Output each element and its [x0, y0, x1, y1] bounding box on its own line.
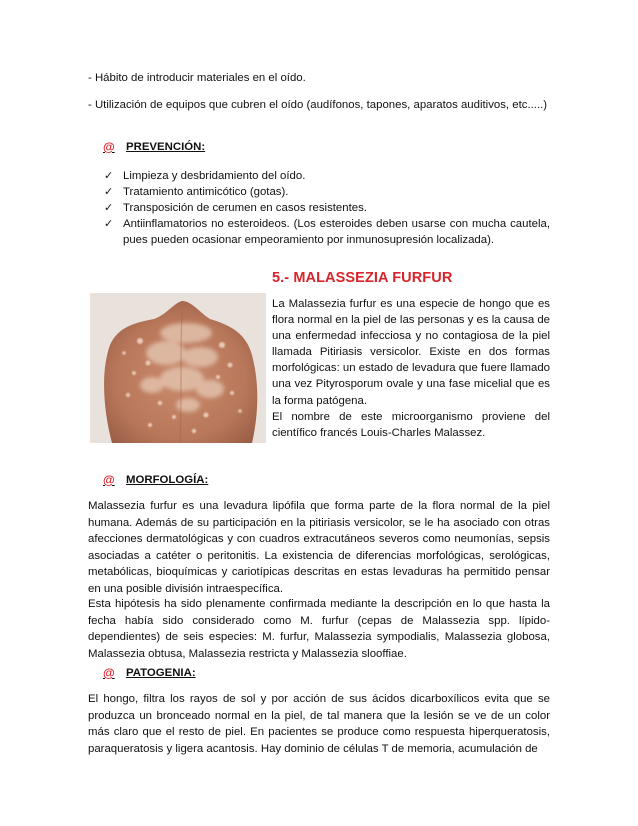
prevencion-list — [104, 168, 550, 248]
list-item — [104, 184, 550, 200]
list-item — [104, 200, 550, 216]
section-paragraph-2: El nombre de este microorganismo proviene del científico francés Louis-Charles Malassez. — [272, 410, 550, 439]
patogenia-heading-text: PATOGENIA: — [126, 667, 196, 679]
check-mark-icon: ✓ — [104, 218, 114, 230]
list-item-text: Antiinflamatorios no esteroideos. (Los esteroides deben usarse con mucha cautela, pues pueden ocasionar empeoramiento por inmunosupresión localizada). — [123, 218, 550, 246]
section-title: 5.- MALASSEZIA FURFUR — [272, 270, 453, 286]
back-skin-illustration — [90, 293, 266, 443]
list-item-text: Limpieza y desbridamiento del oído. — [123, 170, 306, 182]
intro-line-2: - Utilización de equipos que cubren el oído (audífonos, tapones, aparatos auditivos, etc.....) — [88, 99, 548, 111]
check-mark-icon: ✓ — [104, 186, 114, 198]
check-mark-icon: ✓ — [104, 170, 114, 182]
morfologia-paragraph-2: Esta hipótesis ha sido plenamente confirmada mediante la descripción en lo que hasta la fecha había sido considerado como M. furfur (cepas de Malassezia spp. lípido-dependientes) de seis especies: M. furfur, Malassezia sympodialis, Malassezia globosa, Malassezia obtusa, Malassezia restricta y Malassezia slooffiae. — [88, 598, 550, 660]
check-mark-icon: ✓ — [104, 202, 114, 214]
section-paragraph-1: La Malassezia furfur es una especie de hongo que es flora normal en la piel de las personas y es la causa de una enfermedad infecciosa y no contagiosa de la piel llamada Pitiriasis versicolor. Existe en dos formas morfológicas: un estado de levadura que fuere llamado una vez Pityrosporum ovale y una fase micelial que es la forma patógena. — [272, 298, 550, 407]
list-item — [104, 168, 550, 184]
patogenia-paragraph-1: El hongo, filtra los rayos de sol y por acción de sus ácidos dicarboxílicos evita que se produzca un bronceado normal en la piel, de tal manera que la lesión se ve de un color más claro que el resto de piel. En pacientes se produce como respuesta hiperqueratosis, paraqueratosis y ligera acantosis. Hay dominio de células T de memoria, acumulación de — [88, 693, 550, 755]
morfologia-heading — [103, 472, 208, 488]
skin-lesion-photo — [90, 293, 266, 443]
at-sign-icon: @ — [103, 473, 115, 487]
prevencion-heading-text: PREVENCIÓN: — [126, 141, 206, 153]
list-item-text: Tratamiento antimicótico (gotas). — [123, 186, 289, 198]
morfologia-paragraph-1: Malassezia furfur es una levadura lipófila que forma parte de la flora normal de la piel humana. Además de su participación en la pitiriasis versicolor, se le ha asociado con otras afecciones dermatológicas y con cuadros extracutáneos severos como neumonías, sepsis asociadas a catéter o peritonitis. La existencia de diferencias morfológicas, serológicas, metabólicas, bioquímicas y cariotípicas descritas en estas levaduras ha permitido pensar en una posible división intraespecífica. — [88, 500, 550, 595]
at-sign-icon: @ — [103, 140, 115, 154]
list-item-text: Transposición de cerumen en casos resistentes. — [123, 202, 367, 214]
prevencion-heading — [103, 139, 205, 155]
patogenia-heading — [103, 665, 196, 681]
list-item — [104, 216, 550, 248]
at-sign-icon: @ — [103, 666, 115, 680]
section-intro — [272, 296, 550, 441]
morfologia-heading-text: MORFOLOGÍA: — [126, 474, 209, 486]
intro-line-1: - Hábito de introducir materiales en el oído. — [88, 72, 306, 84]
